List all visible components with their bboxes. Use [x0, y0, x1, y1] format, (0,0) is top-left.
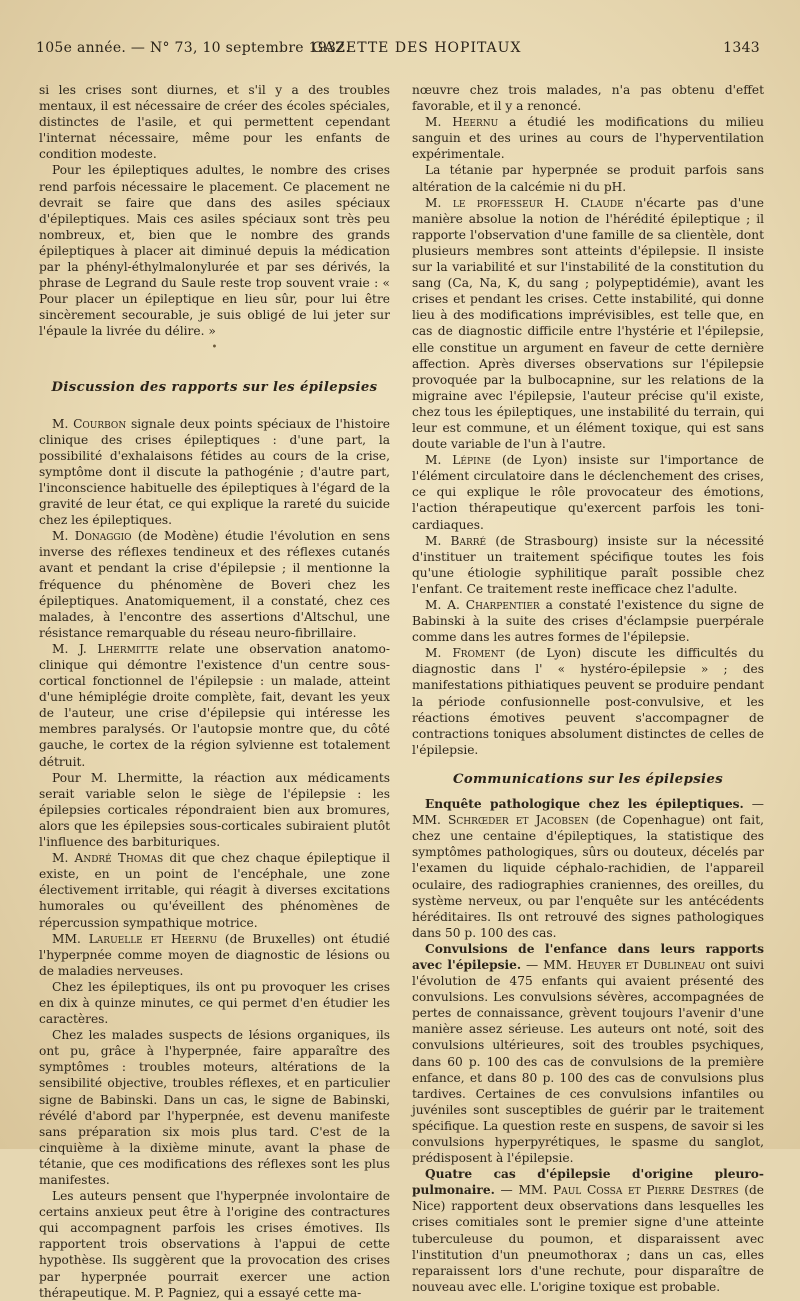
author-name: M. Froment — [425, 646, 505, 661]
dash: — — [494, 1183, 519, 1198]
paragraph-text: (de Strasbourg) insiste sur la nécessité d'instituer un traitement spécifique toutes les fois qu'une étiologie syphilitique paraît possible chez l'enfant. Ce traitement reste inefficace chez l'adulte. — [412, 533, 764, 596]
paragraph-enquete — [412, 796, 764, 941]
paragraph-text: (de Modène) étudie l'évolution en sens inverse des réflexes tendineux et des réflexes cutanés avant et pendant la crise d'épilepsie ; il mentionne la fréquence du phénomène de Boveri chez les épileptiques. Anatomiquement, il a constaté, chez ces malades, à l'encontre des assertions d'Altschul, une résistance remarquable du réseau neuro-fibrillaire. — [39, 529, 390, 640]
paragraph: si les crises sont diurnes, et s'il y a des troubles mentaux, il est nécessaire de créer des écoles spéciales, distinctes de l'asile, et qui permettent cependant l'internat nécessaire, même pour les enfants de condition modeste. — [39, 83, 390, 162]
dash: — MM. — [412, 797, 764, 828]
paragraph-thomas — [39, 850, 390, 930]
paragraph-text: ont suivi l'évolution de 475 enfants qui avaient présenté des convulsions. Les convulsions sévères, accompagnées de pertes de connaissance, grèvent toujours l'avenir d'une manière assez sérieuse. Les auteurs ont noté, soit des convulsions ultérieures, soit des troubles psychiques, dans 60 p. 100 des cas de convulsions de la première enfance, et dans 80 p. 100 des cas de convulsions plus tardives. Certaines de ces convulsions infantiles ou juvéniles sont susceptibles de guérir par le traitement spécifique. La question reste en suspens, de savoir si les convulsions hyperpyrétiques, le spasme du sanglot, prédisposent à l'épilepsie. — [412, 957, 764, 1166]
paragraph: Chez les malades suspects de lésions organiques, ils ont pu, grâce à l'hyperpnée, faire apparaître des symptômes : troubles moteurs, altérations de la sensibilité objective, troubles réflexes, et en particulier signe de Babinski. Dans un cas, le signe de Babinski, révélé d'abord par l'hyperpnée, est devenu manifeste sans préparation six mois plus tard. C'est de la cinquième à la dixième minute, avant la phase de tétanie, que ces modifications des réflexes sont les plus manifestes. — [39, 1028, 390, 1187]
paragraph-text: dit que chez chaque épileptique il existe, en un point de l'encéphale, une zone électivement irritable, qui réagit à diverses excitations humorales ou qu'éveillent des phénomènes de répercussion sympathique motrice. — [39, 851, 390, 930]
journal-title: GAZETTE DES HOPITAUX — [312, 40, 522, 56]
issue-info: 105e année. — N° 73, 10 septembre 1932. — [36, 40, 351, 56]
right-column — [412, 82, 764, 1295]
paragraph-courbon — [39, 416, 390, 529]
author-name: Heuyer et Dublineau — [576, 957, 706, 972]
paragraph-charpentier — [412, 597, 764, 645]
page-number: 1343 — [723, 40, 760, 56]
communication-title: Quatre cas d'épilepsie d'origine pleuro-pulmonaire. — [412, 1167, 764, 1198]
author-name: M. Heernu — [425, 115, 499, 130]
paragraph-laruelle — [39, 931, 390, 979]
paragraph-barre — [412, 533, 764, 597]
paragraph: nœuvre chez trois malades, n'a pas obtenu d'effet favorable, et il y a renoncé. — [412, 83, 764, 114]
paragraph-text: (de Lyon) discute les difficultés du diagnostic dans l' « hystéro-épilepsie » ; des manifestations pithiatiques peuvent se produire pendant la période confusionnelle post-convulsive, et les réactions émotives peuvent s'accompagner de contractions toniques absolument distinctes de celles de l'épilepsie. — [412, 646, 764, 757]
paragraph: Chez les épileptiques, ils ont pu provoquer les crises en dix à quinze minutes, ce qui permet d'en étudier les caractères. — [39, 979, 390, 1027]
paragraph: Les auteurs pensent que l'hyperpnée involontaire de certains anxieux peut être à l'origine des contractures qui accompagnent parfois les crises émotives. Ils rapportent trois observations à l'appui de cette hypothèse. Ils suggèrent que la provocation des crises par hyperpnée pourrait exercer une action thérapeutique. M. P. Pagniez, qui a essayé cette ma- — [39, 1189, 390, 1300]
author-name: M. Barré — [425, 533, 487, 548]
paragraph-text: signale deux points spéciaux de l'histoire clinique des crises épileptiques : d'une part, la possibilité d'exhalaisons fétides au cours de la crise, symptôme dont il discute la pathogénie ; d'autre part, l'inconscience habituelle des épileptiques à l'égard de la gravité de leur état, ce qui explique la rareté du suicide chez les épileptiques. — [39, 416, 391, 528]
paragraph-text: n'écarte pas d'une manière absolue la notion de l'hérédité épileptique ; il rapporte l'observation d'une famille de sa clientèle, dont plusieurs membres sont atteints d'épilepsie. Il insiste sur la variabilité et sur l'instabilité de la constitution du sang (Ca, Na, K, du sang ; polypeptidémie), avant les crises et pendant les crises. Cette instabilité, qui donne lieu à des modifications imprévisibles, est telle que, en cas de diagnostic difficile entre l'hystérie et l'épilepsie, elle constitue un argument en faveur de cette dernière affection. Après diverses observations sur l'épilepsie provoquée par la bulbocapnine, sur les relations de la migraine avec l'épilepsie, l'auteur précise qu'il existe, chez tous les épileptiques, une instabilité du terrain, qui leur est commune, et un élément toxique, qui est sans doute variable de l'un à l'autre. — [412, 195, 764, 452]
author-name: M. A. Charpentier — [425, 598, 540, 612]
separator-dot: • — [211, 341, 218, 353]
paragraph: Pour les épileptiques adultes, le nombre des crises rend parfois nécessaire le placement. Ce placement ne devrait se faire que dans des asiles spéciaux d'épileptiques. Mais ces asiles spéciaux sont très peu nombreux, et, bien que le nombre des grands épileptiques à placer ait diminué depuis la médication par la phényl-éthylmalonylurée et par ses dérivés, la phrase de Legrand du Saule reste trop souvent vraie : « Pour placer un épileptique en lieu sûr, pour lui être sincèrement secourable, je suis obligé de lui jeter sur l'épaule la livrée du délire. » — [39, 163, 390, 339]
paragraph-froment — [412, 645, 764, 758]
paragraph-text: (de Copenhague) ont fait, chez une centaine d'épileptiques, la statistique des symptômes pathologiques, sûrs ou douteux, décelés par l'examen du liquide céphalo-rachidien, de l'appareil oculaire, des radiographies craniennes, des oreilles, du système nerveux, ou par l'enquête sur les antécédents héréditaires. Ils ont retrouvé des signes pathologiques dans 50 p. 100 des cas. — [412, 813, 764, 940]
author-name: MM. Laruelle et Heernu — [52, 931, 218, 946]
paragraph-quatre-cas — [412, 1166, 764, 1295]
left-column — [39, 82, 390, 1301]
author-name: Schrœder et Jacobsen — [448, 813, 589, 828]
author-name: M. Lépine — [425, 453, 492, 468]
paragraph-heernu — [412, 114, 764, 162]
author-name: M. J. Lhermitte — [52, 641, 159, 656]
author-name: M. le professeur H. Claude — [425, 195, 624, 210]
author-name: M. André Thomas — [52, 851, 164, 866]
paragraph-text: (de Lyon) insiste sur l'importance de l'élément circulatoire dans le déclenchement des crises, ce qui explique le rôle provocateur des émotions, l'action thérapeutique qu'exercent parfois les toni-cardiaques. — [412, 453, 764, 532]
communication-title: Enquête pathologique chez les épileptiques. — [425, 797, 744, 812]
paragraph-donaggio — [39, 528, 390, 641]
paragraph-text: a étudié les modifications du milieu sanguin et des urines au cours de l'hyperventilation expérimentale. — [412, 115, 764, 162]
author-name: MM. Paul Cossa et Pierre Destres — [518, 1183, 739, 1198]
paragraph-lepine — [412, 452, 764, 532]
paragraph-text: relate une observation anatomo-clinique qui démontre l'existence d'un centre sous-cortical fonctionnel de l'épilepsie : un malade, atteint d'une hémiplégie droite complète, fait, devant les yeux de l'auteur, une crise d'épilepsie qui intéresse les membres paralysés. Or l'autopsie montre que, du côté gauche, le cortex de la région sylvienne est totalement détruit. — [39, 641, 390, 769]
author-name: M. Donaggio — [52, 529, 132, 544]
section-title: Discussion des rapports sur les épilepsies — [51, 379, 378, 395]
paragraph-text: (de Nice) rapportent deux observations dans lesquelles les crises comitiales sont le premier signe d'une atteinte tuberculeuse du poumon, et disparaissent avec l'institution d'un pneumothorax ; dans un cas, elles reparaissent lors d'une rechute, pour disparaître de nouveau avec elle. L'origine toxique est probable. — [412, 1183, 764, 1294]
paragraph: La tétanie par hyperpnée se produit parfois sans altération de la calcémie ni du pH. — [412, 163, 764, 194]
paragraph-claude — [412, 195, 764, 453]
communication-title: Convulsions de l'enfance dans leurs rapports avec l'épilepsie. — [412, 941, 764, 972]
section-title: Communications sur les épilepsies — [452, 771, 724, 787]
page-header — [36, 40, 760, 62]
paragraph-convulsions — [412, 941, 764, 1166]
author-name: M. Courbon — [52, 416, 127, 431]
paragraph-lhermitte — [39, 641, 390, 770]
paragraph-text: a constaté l'existence du signe de Babinski à la suite des crises d'éclampsie puerpérale comme dans les autres formes de l'épilepsie. — [412, 598, 764, 645]
paragraph-text: (de Bruxelles) ont étudié l'hyperpnée comme moyen de diagnostic de lésions ou de maladies nerveuses. — [39, 931, 390, 978]
paragraph: Pour M. Lhermitte, la réaction aux médicaments serait variable selon le siège de l'épilepsie : les épilepsies corticales répondraient bien aux bromures, alors que les épilepsies sous-corticales subiraient plutôt l'influence des barbituriques. — [39, 770, 390, 850]
dash: — MM. — [521, 957, 577, 972]
